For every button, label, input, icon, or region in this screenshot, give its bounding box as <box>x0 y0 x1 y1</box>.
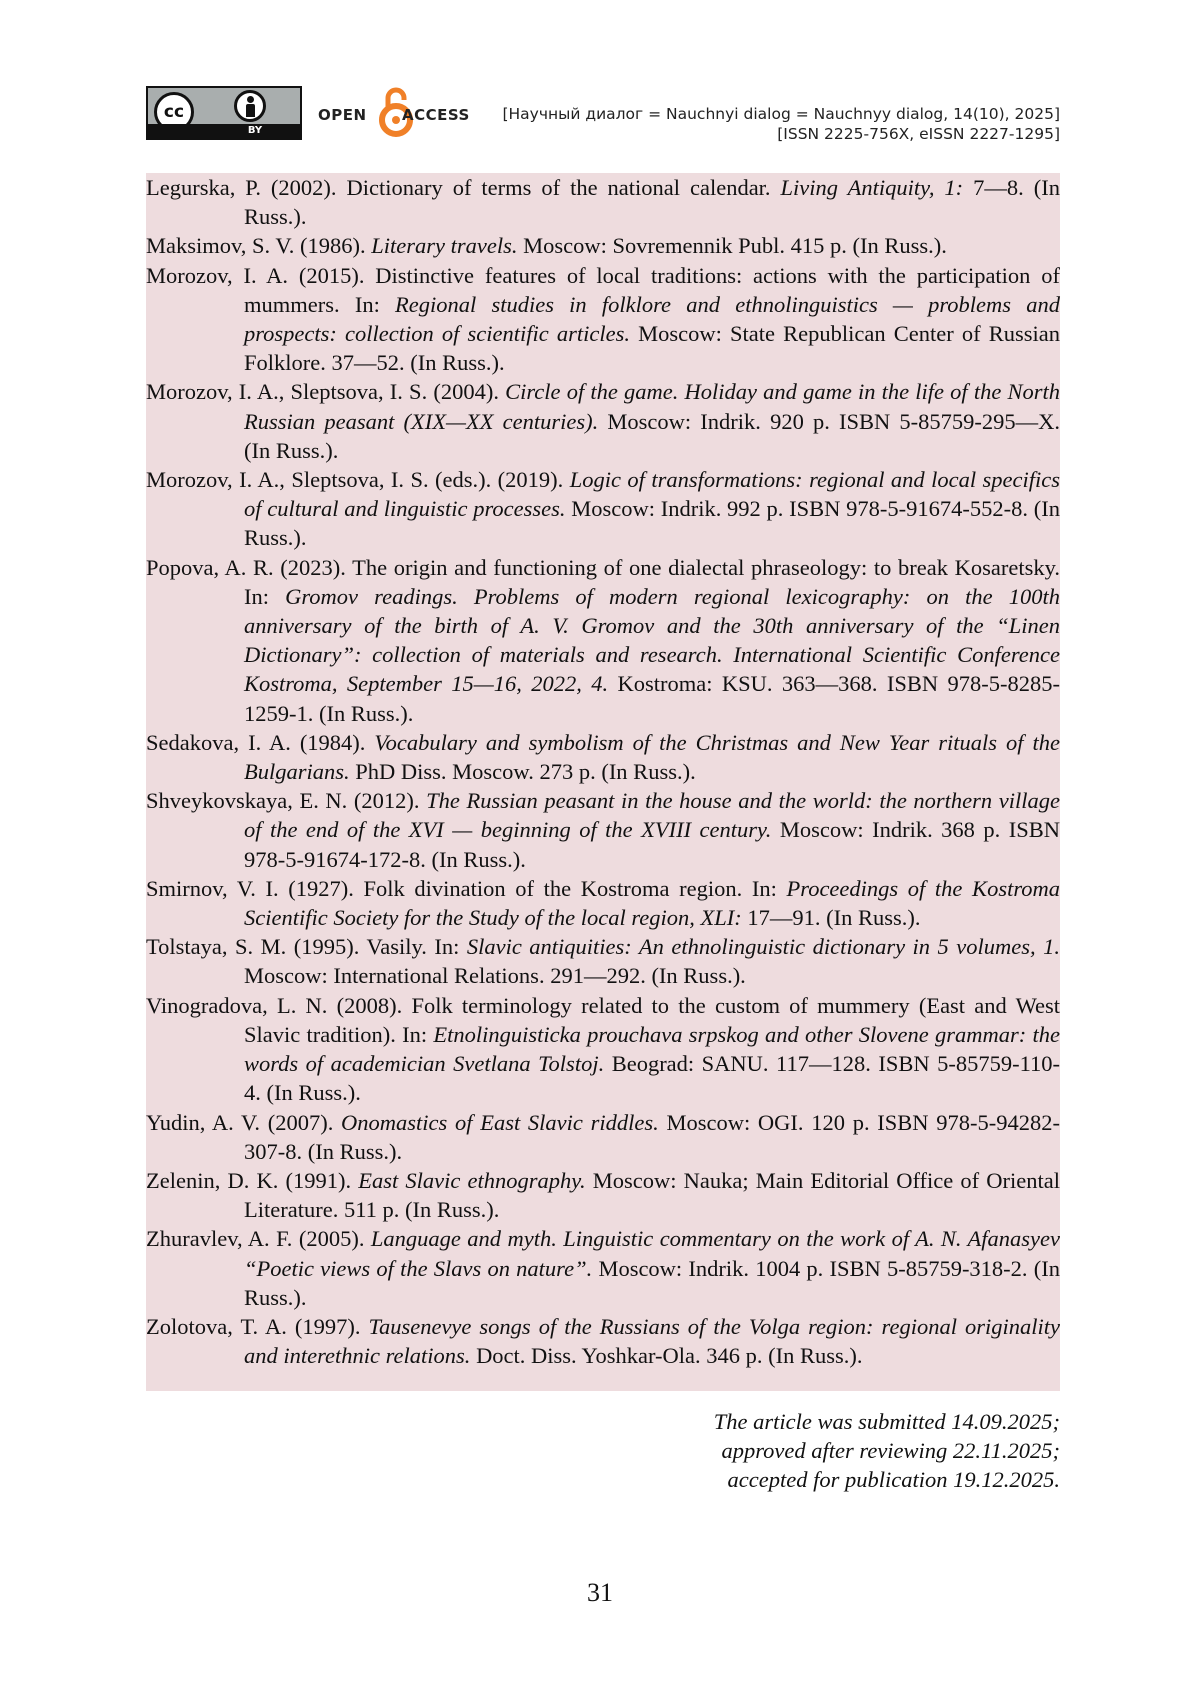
reference-entry <box>146 465 1060 553</box>
page-header <box>146 86 1060 146</box>
reference-title-italic: East Slavic ethnography. <box>358 1167 586 1193</box>
reference-title-italic: Circle of the game. Holiday and game in the life of the North Russian peasant (XIX—XX centuries). <box>244 379 1060 434</box>
reference-publication-text: Moscow: Indrik. 992 p. ISBN 978-5-91674-552-8. (In Russ.). <box>244 496 1060 551</box>
journal-citation <box>502 104 1060 144</box>
reference-authors-text: Morozov, I. A., Sleptsova, I. S. (eds.). (2019). <box>146 467 570 493</box>
reference-title-italic: Proceedings of the Kostroma Scientific Society for the Study of the local region, XLI: <box>244 875 1060 931</box>
reference-publication-text: Moscow: OGI. 120 p. ISBN 978-5-94282-307-8. (In Russ.). <box>244 1109 1060 1164</box>
reference-title-italic: Literary travels. <box>371 233 518 259</box>
reference-authors-text: Smirnov, V. I. (1927). Folk divination of the Kostroma region. In: <box>146 875 787 901</box>
reference-authors-text: Popova, A. R. (2023). The origin and functioning of one dialectal phraseology: to break Kosaretsky. In: <box>146 554 1060 609</box>
reference-publication-text: Moscow: International Relations. 291—292. (In Russ.). <box>244 963 746 989</box>
reference-publication-text: Beograd: SANU. 117—128. ISBN 5-85759-110-4. (In Russ.). <box>244 1051 1060 1106</box>
reference-entry <box>146 231 1060 260</box>
reference-title-italic: Gromov readings. Problems of modern regional lexicography: on the 100th anniversary of the birth of A. V. Gromov and the 30th anniversary of the “Linen Dictionary”: collection of materials and research. International Scientific Conference Kostroma, September 15—16, 2022, 4. <box>244 583 1060 697</box>
reference-entry <box>146 786 1060 874</box>
reference-title-italic: Slavic antiquities: An ethnolinguistic dictionary in 5 volumes, 1. <box>466 934 1060 960</box>
reference-publication-text: Moscow: Indrik. 368 p. ISBN 978-5-91674-172-8. (In Russ.). <box>244 817 1060 872</box>
reference-publication-text: Moscow: Sovremennik Publ. 415 p. (In Russ.). <box>517 233 947 259</box>
reference-authors-text: Zhuravlev, A. F. (2005). <box>146 1226 371 1252</box>
reference-title-italic: Vocabulary and symbolism of the Christmas and New Year rituals of the Bulgarians. <box>244 729 1060 785</box>
cc-icon: cc <box>154 92 194 132</box>
reference-publication-text: Moscow: Indrik. 920 p. ISBN 5-85759-295—X. (In Russ.). <box>244 408 1061 463</box>
approved-date: approved after reviewing 22.11.2025; <box>721 1438 1060 1463</box>
reference-entry <box>146 377 1060 465</box>
reference-publication-text: Moscow: State Republican Center of Russian Folklore. 37—52. (In Russ.). <box>244 321 1060 376</box>
reference-entry <box>146 1108 1060 1166</box>
attribution-person-icon <box>234 90 266 122</box>
reference-authors-text: Yudin, A. V. (2007). <box>146 1109 342 1135</box>
reference-publication-text: 7—8. (In Russ.). <box>244 175 1060 230</box>
accepted-date: accepted for publication 19.12.2025. <box>727 1467 1060 1492</box>
reference-authors-text: Shveykovskaya, E. N. (2012). <box>146 788 427 814</box>
reference-entry <box>146 991 1060 1108</box>
reference-authors-text: Tolstaya, S. M. (1995). Vasily. In: <box>146 934 467 960</box>
reference-publication-text: 17—91. (In Russ.). <box>741 905 921 931</box>
reference-title-italic: Regional studies in folklore and ethnolinguistics — problems and prospects: collection of scientific articles. <box>244 291 1061 347</box>
reference-authors-text: Zolotova, T. A. (1997). <box>146 1313 369 1339</box>
page-number: 31 <box>587 1578 613 1607</box>
reference-title-italic: Living Antiquity, 1: <box>780 175 964 200</box>
reference-authors-text: Sedakova, I. A. (1984). <box>146 729 375 755</box>
reference-title-italic: The Russian peasant in the house and the world: the northern village of the end of the XVI — beginning of the XVIII century. <box>244 788 1060 843</box>
cc-by-license-badge[interactable] <box>146 86 302 140</box>
reference-authors-text: Maksimov, S. V. (1986). <box>146 233 372 259</box>
reference-authors-text: Morozov, I. A. (2015). Distinctive features of local traditions: actions with the participation of mummers. In: <box>146 262 1060 317</box>
reference-publication-text: Moscow: Indrik. 1004 p. ISBN 5-85759-318-2. (In Russ.). <box>244 1255 1060 1310</box>
reference-authors-text: Vinogradova, L. N. (2008). Folk terminology related to the custom of mummery (East and West Slavic tradition). In: <box>146 992 1060 1047</box>
reference-authors-text: Legurska, P. (2002). Dictionary of terms of the national calendar. <box>146 175 781 200</box>
article-dates <box>714 1407 1060 1494</box>
reference-entry <box>146 553 1060 728</box>
reference-entry <box>146 1312 1060 1370</box>
reference-entry <box>146 728 1060 786</box>
reference-authors-text: Zelenin, D. K. (1991). <box>146 1167 359 1193</box>
reference-entry <box>146 173 1060 231</box>
reference-entry <box>146 1224 1060 1312</box>
reference-title-italic: Logic of transformations: regional and local specifics of cultural and linguistic processes. <box>244 467 1060 522</box>
reference-publication-text: PhD Diss. Moscow. 273 p. (In Russ.). <box>349 759 696 785</box>
references-list <box>146 173 1060 1391</box>
reference-entry <box>146 874 1060 932</box>
reference-authors-text: Morozov, I. A., Sleptsova, I. S. (2004). <box>146 379 506 405</box>
journal-issn-line: [ISSN 2225-756X, eISSN 2227-1295] <box>777 125 1060 143</box>
license-by-label: BY <box>247 125 263 136</box>
open-access-right-text: ACCESS <box>402 106 470 124</box>
reference-publication-text: Doct. Diss. Yoshkar-Ola. 346 p. (In Russ.). <box>470 1343 863 1369</box>
reference-title-italic: Tausenevye songs of the Russians of the Volga region: regional originality and interethnic relations. <box>244 1313 1060 1369</box>
submitted-date: The article was submitted 14.09.2025; <box>713 1409 1060 1434</box>
open-access-left-text: OPEN <box>318 106 367 124</box>
reference-publication-text: Moscow: Nauka; Main Editorial Office of Oriental Literature. 511 p. (In Russ.). <box>244 1167 1061 1223</box>
reference-title-italic: Language and myth. Linguistic commentary on the work of A. N. Afanasyev “Poetic views of the Slavs on nature”. <box>244 1226 1060 1281</box>
reference-title-italic: Onomastics of East Slavic riddles. <box>341 1109 659 1135</box>
reference-entry <box>146 261 1060 378</box>
reference-publication-text: Kostroma: KSU. 363—368. ISBN 978-5-8285-1259-1. (In Russ.). <box>244 671 1060 726</box>
reference-entry <box>146 1166 1060 1224</box>
reference-title-italic: Etnolinguisticka prouchava srpskog and other Slovene grammar: the words of academician Svetlana Tolstoj. <box>244 1021 1060 1077</box>
reference-entry <box>146 932 1060 990</box>
journal-title-line: [Научный диалог = Nauchnyi dialog = Nauchnyy dialog, 14(10), 2025] <box>502 105 1060 123</box>
